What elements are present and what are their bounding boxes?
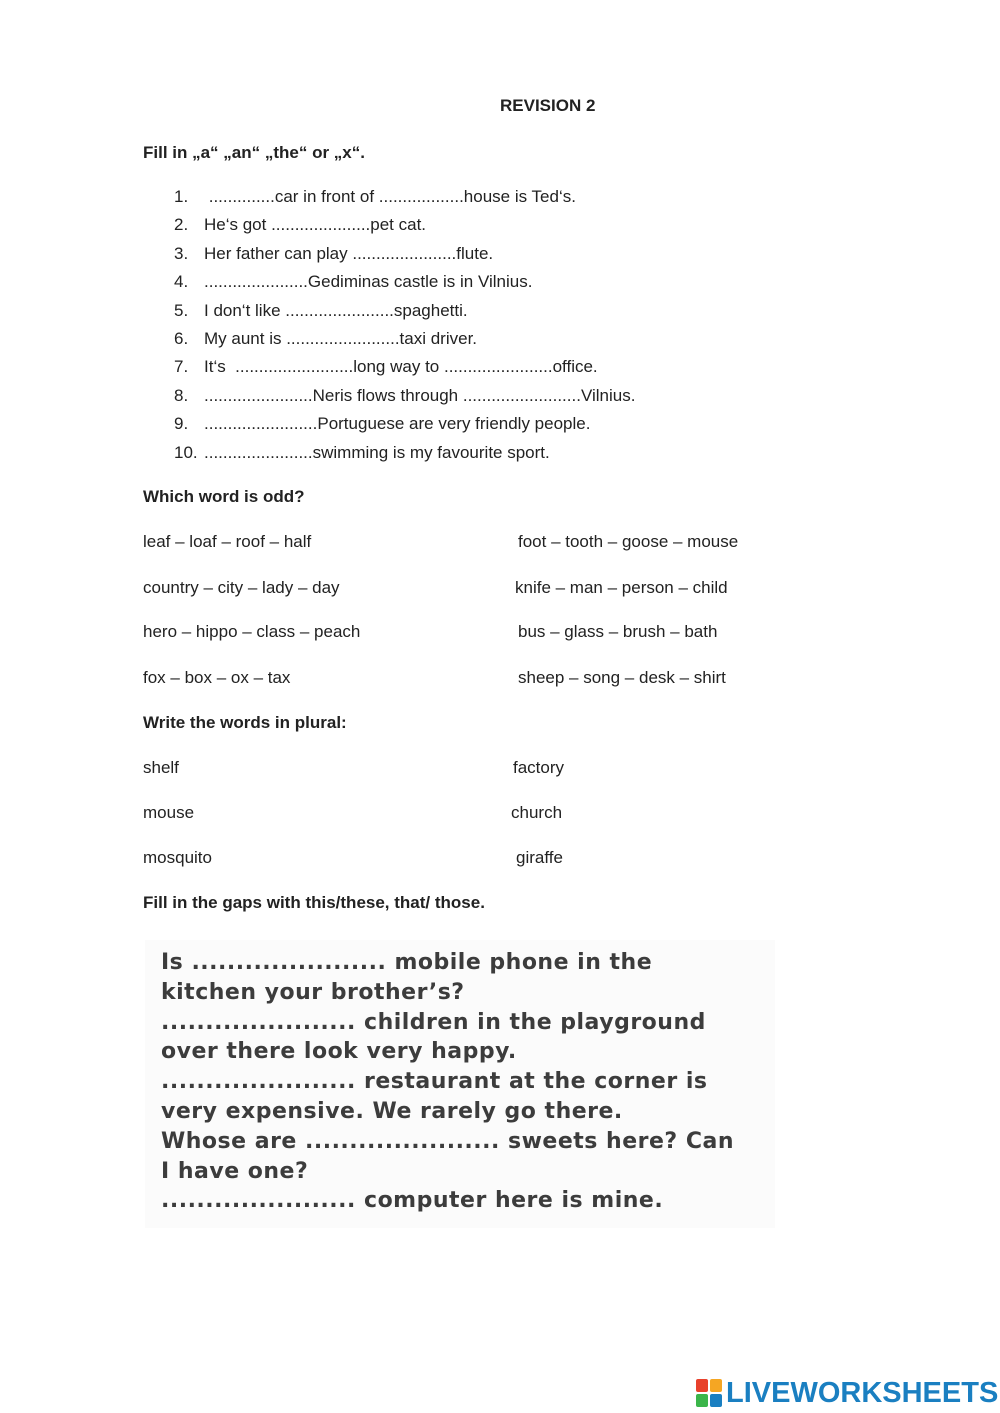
item-text: ..............car in front of ..................house is Ted‘s. xyxy=(204,187,576,206)
brand-name: LIVEWORKSHEETS xyxy=(726,1376,999,1409)
section-1-heading: Fill in „a“ „an“ „the“ or „x“. xyxy=(143,143,365,162)
image-text-line: I have one? xyxy=(161,1158,309,1184)
image-text-line: ...................... restaurant at the corner is xyxy=(161,1069,708,1095)
plural-word-right: giraffe xyxy=(516,848,563,867)
item-text: ......................Gediminas castle is in Vilnius. xyxy=(204,272,533,292)
exercise-item xyxy=(174,272,532,292)
plural-word-left: mosquito xyxy=(143,848,212,867)
section-3-heading: Write the words in plural: xyxy=(143,713,347,732)
item-number: 10. xyxy=(174,442,198,462)
odd-word-set-right: bus – glass – brush – bath xyxy=(518,622,718,641)
image-text-line: ...................... computer here is mine. xyxy=(161,1188,664,1214)
image-text-line: ...................... children in the playground xyxy=(161,1009,706,1035)
item-number: 3. xyxy=(174,243,189,263)
image-text-line: Whose are ...................... sweets here? Can xyxy=(161,1128,734,1154)
brand-blocks-icon xyxy=(696,1379,722,1407)
plural-word-left: shelf xyxy=(143,758,179,777)
item-number: 4. xyxy=(174,272,189,292)
item-number: 2. xyxy=(174,215,189,235)
item-number: 7. xyxy=(174,357,189,377)
item-text: I don‘t like .......................spaghetti. xyxy=(204,300,468,320)
exercise-item xyxy=(174,443,550,463)
odd-word-set-left: leaf – loaf – roof – half xyxy=(143,532,312,551)
liveworksheets-logo xyxy=(696,1376,998,1410)
plural-word-right: church xyxy=(511,803,563,822)
odd-word-set-right: knife – man – person – child xyxy=(515,578,728,597)
item-number: 6. xyxy=(174,329,189,348)
odd-word-set-left: country – city – lady – day xyxy=(143,578,340,597)
image-text-line: Is ...................... mobile phone in the xyxy=(161,950,653,975)
section-4-heading: Fill in the gaps with this/these, that/ those. xyxy=(143,893,485,912)
section-2-heading: Which word is odd? xyxy=(143,487,305,506)
item-text: He‘s got .....................pet cat. xyxy=(204,215,427,235)
exercise-item xyxy=(174,329,477,349)
item-number: 5. xyxy=(174,300,189,320)
odd-word-set-right: foot – tooth – goose – mouse xyxy=(518,532,739,551)
odd-word-set-left: hero – hippo – class – peach xyxy=(143,622,361,641)
plural-word-left: mouse xyxy=(143,803,195,822)
plural-word-right: factory xyxy=(513,758,565,777)
this-that-exercise-image xyxy=(145,940,775,1228)
item-number: 1. xyxy=(174,187,189,206)
exercise-item xyxy=(174,386,635,406)
item-text: My aunt is ........................taxi driver. xyxy=(204,329,478,348)
item-text: .......................swimming is my favourite sport. xyxy=(204,442,550,462)
item-number: 8. xyxy=(174,385,189,405)
odd-word-set-left: fox – box – ox – tax xyxy=(143,668,291,687)
image-text-line: very expensive. We rarely go there. xyxy=(161,1099,623,1124)
item-text: Her father can play ......................flute. xyxy=(204,243,494,263)
item-text: .......................Neris flows through .........................Vilnius. xyxy=(204,385,636,405)
exercise-item xyxy=(174,215,426,235)
item-text: It‘s .........................long way to .......................office. xyxy=(204,357,598,377)
image-text-line: kitchen your brother’s? xyxy=(161,979,465,1005)
odd-word-set-right: sheep – song – desk – shirt xyxy=(518,668,726,687)
exercise-item xyxy=(174,357,598,377)
page-title: REVISION 2 xyxy=(500,96,596,115)
exercise-item xyxy=(174,187,576,207)
exercise-item xyxy=(174,244,493,264)
exercise-item xyxy=(174,301,468,321)
item-text: ........................Portuguese are very friendly people. xyxy=(204,414,591,434)
image-text-line: over there look very happy. xyxy=(161,1039,517,1065)
item-number: 9. xyxy=(174,414,189,434)
exercise-item xyxy=(174,414,590,434)
